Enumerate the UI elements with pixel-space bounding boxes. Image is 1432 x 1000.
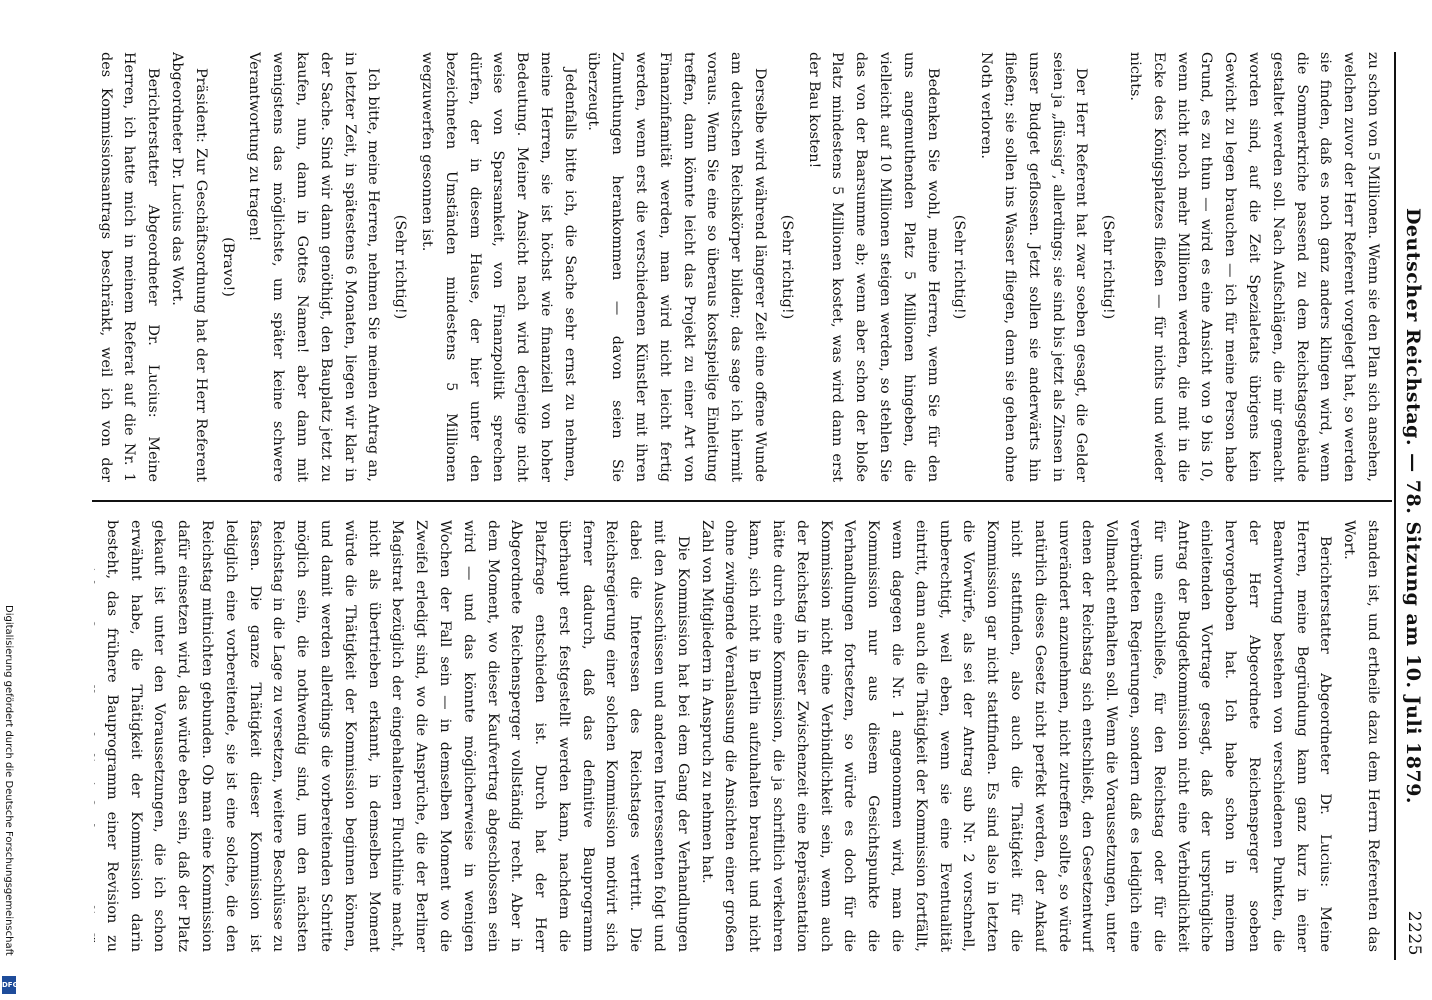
interjection: (Sehr richtig!) (1100, 214, 1117, 320)
interjection: (Sehr richtig!) (392, 214, 409, 320)
column-divider (92, 500, 1392, 502)
right-column (94, 520, 1384, 952)
page-number: 2225 (1404, 910, 1424, 956)
paragraph: Präsident: Zur Geschäftsordnung hat der Herr Referent Abgeordneter Dr. Lucius das Wort. (168, 52, 209, 482)
paragraph: Berichterstatter Abgeordneter Dr. Lucius: Meine Herren, meine Begründung kann ganz kurz in einer Beantwortung bestehen von verschiedenen Punkten, die der Herr Abgeordnete Reichensperger soeben hervorgehoben hat. Ich habe schon in meinem einleitenden Vortrage gesagt, daß der ursprüngliche Antrag der Budgetkommission nicht eine Verbindlichkeit für uns einschließe, für den Reichstag oder für die verbündeten Regierungen, sondern daß es lediglich eine Vollmacht enthalten soll. Wenn die Voraussetzungen, unter denen der Reichstag sich entschließt, den Gesetzentwurf unverändert anzunehmen, nicht zutreffen sollte, so würde natürlich dieses Gesetz nicht perfekt werden, der Ankauf nicht stattfinden, also auch die Thätigkeit für die Kommission gar nicht stattfinden. Es sind also in letzten die Vorwürfe, als sei der Antrag sub Nr. 2 vorschnell, unberechtigt, weil eben, wenn sie eine Eventualität eintritt, dann auch die Thätigkeit der Kommission fortfällt, wenn dagegen die Nr. 1 angenommen wird, man die Kommission nur aus diesem Gesichtspunkte die Verhandlungen fortsetzen, so würde es doch für die Kommission nicht eine Verbindlichkeit sein, wenn auch der Reichstag in dieser Zwischenzeit eine Repräsentation hätte durch eine Kommission, die ja schriftlich verkehren kann, sich nicht in Berlin aufzuhalten braucht und nicht ohne zwingende Veranlassung die Ansichten einer großen Zahl von Mitgliedern in Anspruch zu nehmen hat. (698, 520, 1334, 952)
paragraph: Die Kommission hat bei dem Gang der Verhandlungen mit den Ausschüssen und anderen Interessenten folgt und dabei die Interessen des Reichstages vertritt. Die Reichsregierung einer solchen Kommission motivirt sich ferner dadurch, daß das definitive Bauprogramm überhaupt erst festgestellt werden kann, nachdem die Platzfrage entschieden ist. Durch hat der Herr Abgeordnete Reichensperger vollständig recht. Aber in dem Moment, wo dieser Kaufvertrag abgeschlossen sein wird — und das könnte möglicherweise in wenigen Wochen der Fall sein — in demselben Moment wo die Zweifel erledigt sind, wo die Ansprüche, die der Berliner Magistrat bezüglich der eingehaltenen Fluchtlinie macht, nicht als übertrieben erkannt, in demselben Moment würde die Thätigkeit der Kommission beginnen können, und damit werden allerdings die vorbereitenden Schritte möglich sein, die nothwendig sind, um den nächsten Reichstag in die Lage zu versetzen, weitere Beschlüsse zu fassen. Die ganze Thätigkeit dieser Kommission ist lediglich eine vorbereitende, sie ist eine solche, die den Reichstag mitnichten gebunden. Ob man eine Kommission dafür einsetzen wird, das würde eben sein, daß der Platz gekauft ist unter den Voraussetzungen, die ich schon erwähnt habe, die Thätigkeit der Kommission darin besteht, das frühere Bauprogramm einer Revision zu (103, 520, 691, 952)
paragraph: standen ist, und ertheile dazu dem Herrn Referenten das Wort. (1341, 520, 1381, 952)
interjection: (Sehr richtig!) (778, 214, 795, 320)
paragraph: zu schon von 5 Millionen. Wenn sie den Plan sich ansehen, welchen zuvor der Herr Referent vorgelegt hat, so werden sie finden, daß es noch ganz anders klingen wird, wenn die Sommerkriche passend zu dem Reichstagsgebäude gestaltet werden soll. Nach Aufschlägen, die mir gemacht worden sind, auf die Zeit Spezialetats übrigens kein Gewicht zu legen brauchen — ich für meine Person habe Grund, es zu thun — wird es eine Ansicht von 9 bis 10, wenn nicht noch mehr Millionen werden, die mit in die Ecke des Königsplatzes fließen — für nichts und wieder nichts. (1127, 52, 1381, 482)
page-title: Deutscher Reichstag. — 78. Sitzung am 10. Juli 1879. (1402, 207, 1424, 805)
newspaper-page (32, 0, 1432, 1000)
digitization-footer (4, 605, 16, 985)
interjection: (Bravo!) (219, 237, 236, 297)
dfg-logo: DFG (2, 976, 16, 994)
left-column (94, 52, 1384, 482)
page-header (1394, 52, 1426, 960)
paragraph: Berichterstatter Abgeordneter Dr. Lucius: Meine Herren, ich hatte mich in meinem Referat auf die Nr. 1 des Kommissionsantrags beschränkt, weil ich von der (97, 52, 162, 482)
paragraph: Bedenken Sie wohl, meine Herren, wenn Sie für den uns angemuthenden Platz 5 Millionen hingeben, die vielleicht auf 10 Millionen steigen werden, so stehlen Sie das von der Baarsumme ab; wenn aber schon der bloße Platz mindestens 5 Millionen kostet, was wird dann erst der Bau kosten! (805, 52, 941, 482)
digitization-note: Digitalisierung gefördert durch die Deutsche Forschungsgemeinschaft (3, 605, 14, 956)
interjection: (Sehr richtig!) (951, 214, 968, 320)
paragraph: Jedenfalls bitte ich, die Sache sehr ernst zu nehmen, meine Herren, sie ist höchst wie finanziell von hoher Bedeutung. Meiner Ansicht nach wird derjenige nicht weise von Sparsamkeit, von Finanzpolitik sprechen dürfen, der in diesem Hause, der hier unter den bezeichneten Umständen mindestens 5 Millionen wegzuwerfen gesonnen ist. (418, 52, 578, 482)
paragraph: Ich bitte, meine Herren, nehmen Sie meinen Antrag an, in letzter Zeit, in spätestens 6 Monaten, liegen wir klar in der Sache. Sind wir dann genöthigt, den Bauplatz jetzt zu kaufen, nun, dann in Gottes Namen! aber dann mit wenigstens das möglichste, um später keine schwere Verantwortung zu tragen! (246, 52, 382, 482)
paragraph: Derselbe wird während längerer Zeit eine offene Wunde am deutschen Reichskörper bilden; das sage ich hiermit voraus. Wenn Sie eine so überaus kostspielige Einleitung treffen, dann könnte leicht das Projekt zu einer Art von Finanzinfamität werden, man wird nicht leicht fertig werden, wenn erst die verschiedenen Künstler mit ihren Zumuthungen herankommen — davon seien Sie überzeugt. (585, 52, 769, 482)
paragraph: Der Herr Referent hat zwar soeben gesagt, die Gelder seien ja „flüssig“, allerdings; sie sind bis jetzt als Zinsen in unser Budget geflossen. Jetzt sollen sie anderwärts hin fließen; sie sollen ins Wasser fliegen, denn sie gehen ohne Noth verloren. (978, 52, 1090, 482)
